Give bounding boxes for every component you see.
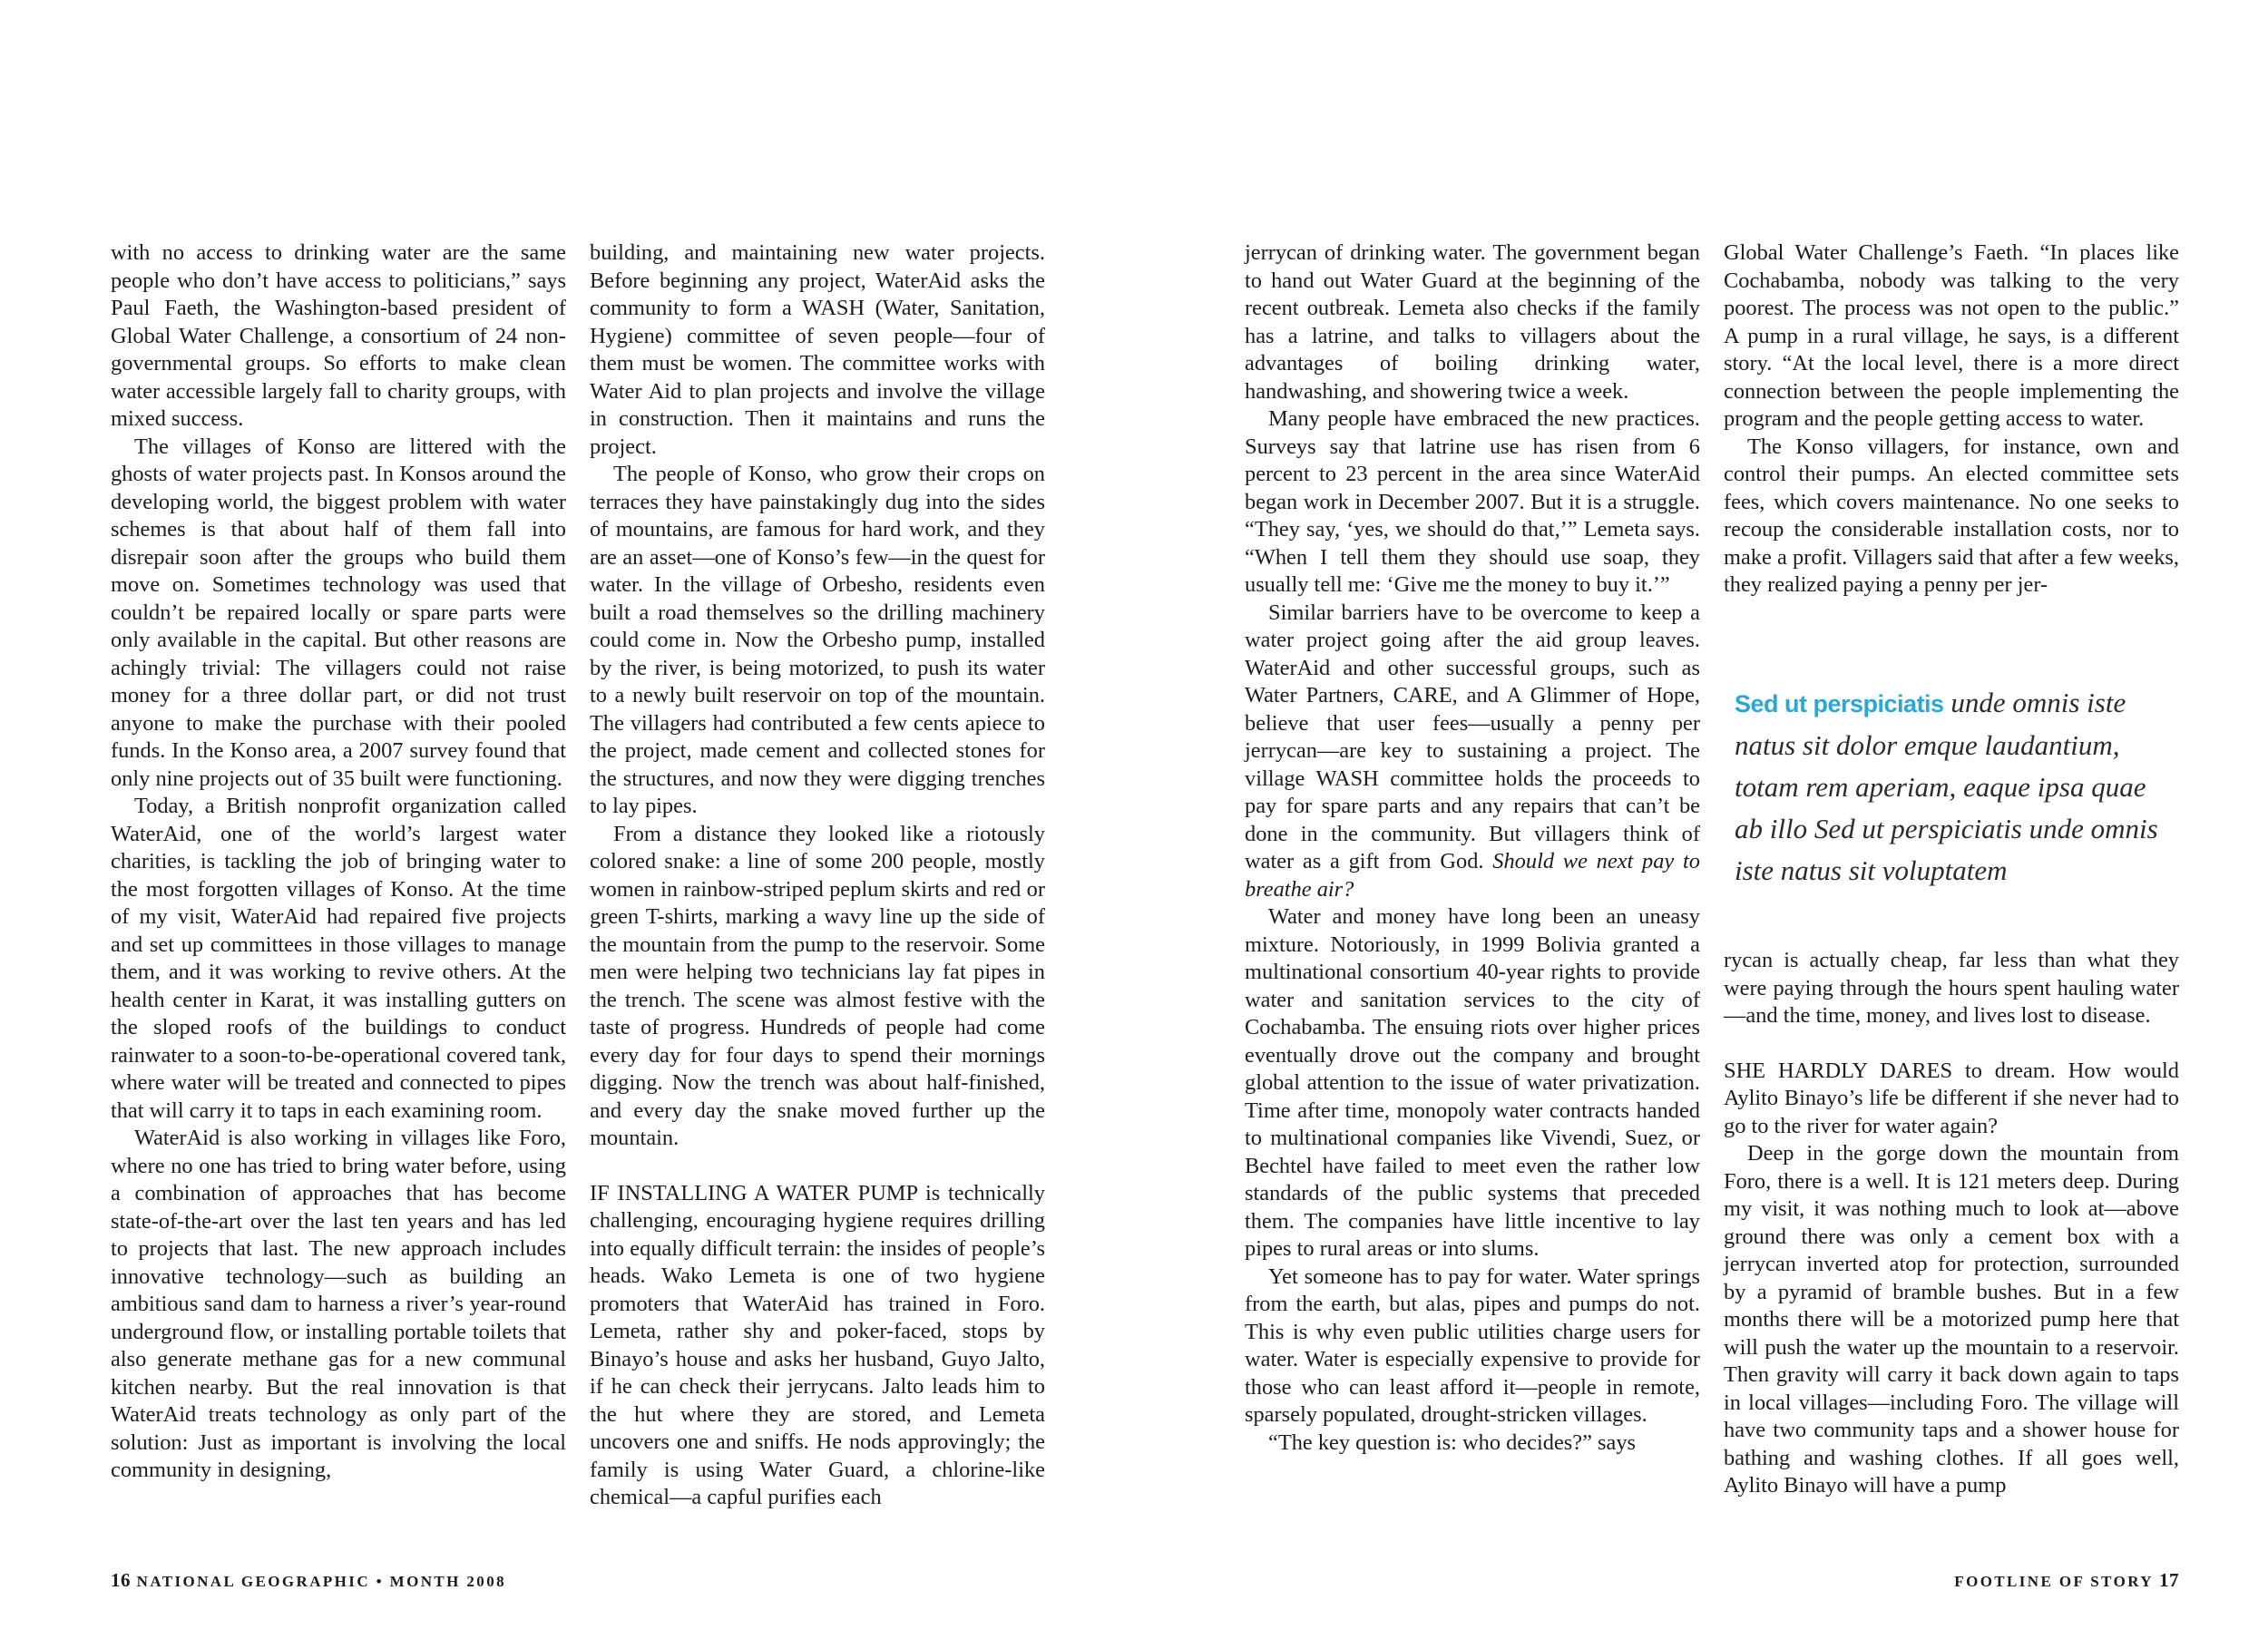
paragraph: The people of Konso, who grow their crops on terraces they have painstakingly dug into the sides of mountains, are famous for hard work, and they are an asset—one of Konso’s few—in the quest for water. In the village of Orbesho, residents even built a road themselves so the drilling machinery could come in. Now the Orbesho pump, installed by the river, is being motorized, to push its water to a newly built reservoir on top of the mountain. The villagers had contributed a few cents apiece to the project, made cement and collected stones for the structures, and now they were digging trenches to lay pipes. bbox=[590, 462, 1045, 818]
paragraph: “The key question is: who decides?” says bbox=[1268, 1429, 1637, 1455]
folio-text: NATIONAL GEOGRAPHIC • MONTH 2008 bbox=[136, 1573, 507, 1590]
page-number: 17 bbox=[2159, 1569, 2179, 1591]
paragraph: Today, a British nonprofit organization called WaterAid, one of the world’s largest water charities, is tackling the job of bringing water to the most forgotten villages of Konso. At the time of my visit, WaterAid had repaired five projects and set up committees in those villages to manage them, and it was working to revive others. At the health center in Karat, it was installing gutters on the sloped roofs of the buildings to conduct rainwater to a soon-to-be-operational covered tank, where water will be treated and connected to pipes that will carry it to taps in each examining room. bbox=[111, 794, 566, 1123]
paragraph: Water and money have long been an uneasy mixture. Notoriously, in 1999 Bolivia granted a multinational consortium 40-year rights to provide water and sanitation services to the city of Cochabamba. The ensuing riots over higher prices eventually drove out the company and brought global attention to the issue of water privatization. Time after time, monopoly water contracts handed to multinational companies like Vivendi, Suez, or Bechtel have failed to meet even the rather low standards of the public systems that preceded them. The companies have little incentive to lay pipes to rural areas or into slums. bbox=[1245, 904, 1700, 1261]
paragraph: Yet someone has to pay for water. Water springs from the earth, but alas, pipes and pumps do not. This is why even public utilities charge users for water. Water is especially expensive to provide for those who can least afford it—people in remote, sparsely populated, drought-stricken villages. bbox=[1245, 1264, 1700, 1427]
folio-text: FOOTLINE OF STORY bbox=[1954, 1573, 2154, 1590]
paragraph: rycan is actually cheap, far less than what they were paying through the hours spent hauling water—and the time, money, and lives lost to disease. bbox=[1724, 948, 2179, 1028]
paragraph: WaterAid is also working in villages like Foro, where no one has tried to bring water before, using a combination of approaches that has become state-of-the-art over the last ten years and has led to projects that last. The new approach includes innovative technology—such as building an ambitious sand dam to harness a river’s year-round underground flow, or installing portable toilets that also generate methane gas for a new communal kitchen nearby. But the real innovation is that WaterAid treats technology as only part of the solution: Just as important is involving the local community in designing, bbox=[111, 1126, 566, 1482]
paragraph: The Konso villagers, for instance, own and control their pumps. An elected committee sets fees, which covers maintenance. No one seeks to recoup the considerable installation costs, nor to make a profit. Villagers said that after a few weeks, they realized paying a penny per jer- bbox=[1724, 434, 2179, 597]
right-folio bbox=[1954, 1569, 2179, 1592]
left-page-column-1 bbox=[111, 239, 566, 1485]
pull-quote-body: unde omnis iste natus sit dolor emque laudantium, totam rem aperiam, eaque ipsa quae ab illo Sed ut perspiciatis unde omnis iste natus sit voluptatem bbox=[1735, 687, 2158, 886]
right-page-column-3 bbox=[1245, 239, 1700, 1457]
section-opening-paragraph: SHE HARDLY DARES to dream. How would Aylito Binayo’s life be different if she never had to go to the river for water again? bbox=[1724, 1058, 2179, 1138]
paragraph: Global Water Challenge’s Faeth. “In places like Cochabamba, nobody was talking to the very poorest. The process was not open to the public.” A pump in a rural village, he says, is a different story. “At the local level, there is a more direct connection between the people implementing the program and the people getting access to water. bbox=[1724, 240, 2179, 431]
left-folio bbox=[111, 1569, 506, 1592]
section-opening-paragraph: IF INSTALLING A WATER PUMP is technically challenging, encouraging hygiene requires drilling into equally difficult terrain: the insides of people’s heads. Wako Lemeta is one of two hygiene promoters that WaterAid has trained in Foro. Lemeta, rather shy and poker-faced, stops by Binayo’s house and asks her husband, Guyo Jalto, if he can check their jerrycans. Jalto leads him to the hut where they are stored, and Lemeta uncovers one and sniffs. He nods approvingly; the family is using Water Guard, a chlorine-like chemical—a capful purifies each bbox=[590, 1180, 1045, 1509]
paragraph bbox=[1245, 600, 1700, 904]
paragraph: jerrycan of drinking water. The government began to hand out Water Guard at the beginning of the recent outbreak. Lemeta also checks if the family has a latrine, and talks to villagers about the advantages of boiling drinking water, handwashing, and showering twice a week. bbox=[1245, 240, 1700, 404]
paragraph: The villages of Konso are littered with the ghosts of water projects past. In Konsos around the developing world, the biggest problem with water schemes is that about half of them fall into disrepair soon after the groups who build them move on. Sometimes technology was used that couldn’t be repaired locally or spare parts were only available in the capital. But other reasons are achingly trivial: The villagers could not raise money for a three dollar part, or did not trust anyone to make the purchase with their pooled funds. In the Konso area, a 2007 survey found that only nine projects out of 35 built were functioning. bbox=[111, 434, 566, 791]
pull-quote-lead: Sed ut perspiciatis bbox=[1735, 690, 1944, 717]
italic-question: Should we next pay to breathe air? bbox=[1245, 849, 1700, 902]
paragraph: Deep in the gorge down the mountain from Foro, there is a well. It is 121 meters deep. During my visit, it was nothing much to look at—above ground there was only a cement box with a jerrycan inverted atop for protection, surrounded by a pyramid of bramble bushes. But in a few months there will be a motorized pump here that will push the water up the mountain to a reservoir. Then gravity will carry it back down again to taps in local villages—including Foro. The village will have two community taps and a shower house for bathing and washing clothes. If all goes well, Aylito Binayo will have a pump bbox=[1724, 1141, 2179, 1498]
right-page-column-4-continued bbox=[1724, 947, 2179, 1500]
paragraph: From a distance they looked like a riotously colored snake: a line of some 200 people, mostly women in rainbow-striped peplum skirts and red or green T-shirts, marking a wavy line up the side of the mountain from the pump to the reservoir. Some men were helping two technicians lay fat pipes in the trench. The scene was almost festive with the taste of progress. Hundreds of people had come every day for four days to spend their mornings digging. Now the trench was about half-finished, and every day the snake moved further up the mountain. bbox=[590, 821, 1045, 1150]
paragraph: with no access to drinking water are the same people who don’t have access to politicians,” says Paul Faeth, the Washington-based president of Global Water Challenge, a consortium of 24 non-governmental groups. So efforts to make clean water accessible largely fall to charity groups, with mixed success. bbox=[111, 240, 566, 431]
paragraph-text: Similar barriers have to be overcome to keep a water project going after the aid group leaves. WaterAid and other successful groups, such as Water Partners, CARE, and A Glimmer of Hope, believe that user fees—usually a penny per jerrycan—are key to sustaining a project. The village WASH committee holds the proceeds to pay for spare parts and any repairs that can’t be done in the community. But villagers think of water as a gift from God. bbox=[1245, 600, 1700, 873]
right-page-column-4 bbox=[1724, 239, 2179, 600]
paragraph: Many people have embraced the new practices. Surveys say that latrine use has risen from 6 percent to 23 percent in the area since WaterAid began work in December 2007. But it is a struggle. “They say, ‘yes, we should do that,’” Lemeta says. “When I tell them they should use soap, they usually tell me: ‘Give me the money to buy it.’” bbox=[1245, 406, 1700, 597]
left-page-column-2 bbox=[590, 239, 1045, 1512]
page-number: 16 bbox=[111, 1569, 131, 1591]
pull-quote bbox=[1735, 682, 2161, 892]
paragraph: building, and maintaining new water projects. Before beginning any project, WaterAid asks the community to form a WASH (Water, Sanitation, Hygiene) committee of seven people—four of them must be women. The committee works with Water Aid to plan projects and involve the village in construction. Then it maintains and runs the project. bbox=[590, 240, 1045, 459]
